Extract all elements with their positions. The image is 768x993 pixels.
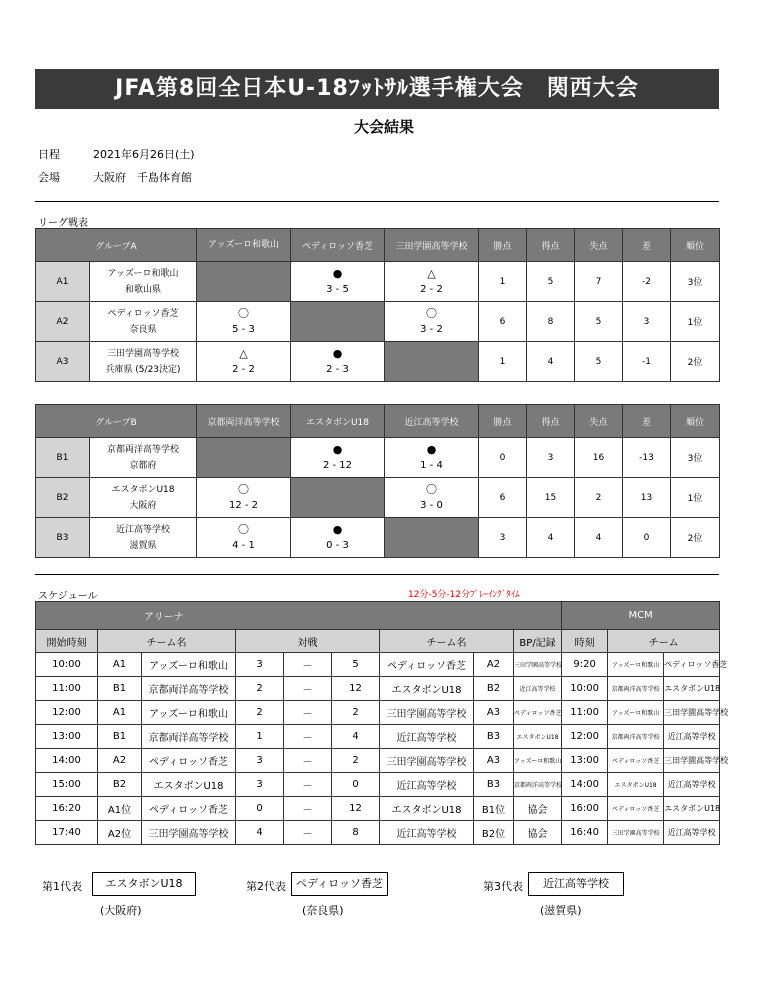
stat-rank: 1位 bbox=[671, 478, 720, 518]
result-mark: 〇 bbox=[426, 306, 437, 320]
group-b-table bbox=[35, 404, 720, 558]
mcm-team-1: エスタボンU18 bbox=[608, 773, 664, 797]
stat-points: 6 bbox=[479, 478, 527, 518]
row-id: A3 bbox=[36, 342, 90, 382]
team-a: ペディロッソ香芝 bbox=[142, 797, 236, 821]
group-b-col-3: 近江高等学校 bbox=[385, 405, 479, 438]
date-label: 日程 bbox=[38, 148, 60, 161]
result-mark: △ bbox=[427, 266, 436, 280]
result-mark: 〇 bbox=[238, 482, 249, 496]
arena-header: アリーナ bbox=[36, 602, 562, 630]
score-b: 0 bbox=[332, 773, 380, 797]
score-separator: － bbox=[284, 797, 332, 821]
team-b: 近江高等学校 bbox=[380, 821, 474, 845]
header-goals-against: 失点 bbox=[575, 405, 623, 438]
result-mark: ● bbox=[332, 522, 343, 536]
rep-3-pref: (滋賀県) bbox=[540, 904, 582, 917]
table-row bbox=[36, 749, 720, 773]
result-score: 3 - 2 bbox=[420, 323, 443, 335]
team-name: 三田学園高等学校 bbox=[106, 348, 179, 359]
self-cell bbox=[291, 478, 385, 518]
mcm-team-2: 三田学園高等学校 bbox=[664, 749, 720, 773]
team-pref: 滋賀県 bbox=[129, 540, 157, 551]
header-mcm-team: チーム bbox=[608, 630, 720, 653]
seed-b: B3 bbox=[474, 773, 514, 797]
team-a: アッズーロ和歌山 bbox=[142, 701, 236, 725]
row-id: B2 bbox=[36, 478, 90, 518]
mcm-team-2: 近江高等学校 bbox=[664, 725, 720, 749]
result-mark: ● bbox=[332, 346, 343, 360]
score-b: 2 bbox=[332, 701, 380, 725]
bp-record: 協会 bbox=[514, 821, 562, 845]
seed-b: B3 bbox=[474, 725, 514, 749]
team-b: 三田学園高等学校 bbox=[380, 749, 474, 773]
schedule-note: 12分-5分-12分ﾌﾟﾚｰｲﾝｸﾞﾀｲﾑ bbox=[408, 590, 520, 600]
score-separator: － bbox=[284, 725, 332, 749]
group-a-table bbox=[35, 228, 720, 382]
sched-time: 16:20 bbox=[36, 797, 98, 821]
row-id: A2 bbox=[36, 302, 90, 342]
table-row bbox=[36, 701, 720, 725]
sched-time: 12:00 bbox=[36, 701, 98, 725]
stat-goal-diff: 13 bbox=[623, 478, 671, 518]
bp-record: ペディロッソ香芝 bbox=[514, 701, 562, 725]
seed-a: A1位 bbox=[98, 797, 142, 821]
result-score: 12 - 2 bbox=[228, 499, 259, 511]
mcm-team-1: ペディロッソ香芝 bbox=[608, 797, 664, 821]
stat-goals-for: 3 bbox=[527, 438, 575, 478]
score-separator: － bbox=[284, 701, 332, 725]
mcm-team-1: 京都両洋高等学校 bbox=[608, 677, 664, 701]
row-id: A1 bbox=[36, 262, 90, 302]
results-subtitle: 大会結果 bbox=[353, 118, 414, 136]
score-b: 8 bbox=[332, 821, 380, 845]
score-separator: － bbox=[284, 821, 332, 845]
table-row bbox=[36, 518, 720, 558]
table-row bbox=[36, 773, 720, 797]
stat-goals-against: 5 bbox=[575, 342, 623, 382]
team-pref: 和歌山県 bbox=[124, 284, 161, 295]
stat-goals-for: 15 bbox=[527, 478, 575, 518]
team-b: 近江高等学校 bbox=[380, 773, 474, 797]
mcm-header: MCM bbox=[562, 602, 720, 630]
header-points: 勝点 bbox=[479, 405, 527, 438]
mcm-time: 13:00 bbox=[562, 749, 608, 773]
stat-goals-for: 4 bbox=[527, 342, 575, 382]
mcm-time: 14:00 bbox=[562, 773, 608, 797]
mcm-time: 9:20 bbox=[562, 653, 608, 677]
schedule-table bbox=[35, 601, 729, 845]
row-id: B1 bbox=[36, 438, 90, 478]
stat-rank: 2位 bbox=[671, 342, 720, 382]
bp-record: 京都両洋高等学校 bbox=[514, 773, 562, 797]
mcm-team-2: 近江高等学校 bbox=[664, 773, 720, 797]
stat-goals-for: 5 bbox=[527, 262, 575, 302]
rep-3-label: 第3代表 bbox=[483, 880, 523, 893]
table-row bbox=[36, 677, 720, 701]
stat-goal-diff: 3 bbox=[623, 302, 671, 342]
team-pref: 兵庫県 (5/23決定) bbox=[105, 364, 181, 375]
sched-time: 14:00 bbox=[36, 749, 98, 773]
result-score: 3 - 0 bbox=[420, 499, 443, 511]
team-a: エスタボンU18 bbox=[142, 773, 236, 797]
header-goal-diff: 差 bbox=[623, 229, 671, 262]
mcm-team-1: アッズーロ和歌山 bbox=[608, 701, 664, 725]
rep-2-team: ペディロッソ香芝 bbox=[291, 872, 388, 896]
tournament-title: JFA第8回全日本U-18ﾌｯﾄｻﾙ選手権大会 関西大会 bbox=[35, 69, 719, 109]
table-row bbox=[36, 342, 720, 382]
league-label: リーグ戦表 bbox=[38, 218, 88, 229]
group-a-col-3: 三田学園高等学校 bbox=[385, 229, 479, 262]
sched-time: 10:00 bbox=[36, 653, 98, 677]
score-b: 12 bbox=[332, 797, 380, 821]
team-b: ペディロッソ香芝 bbox=[380, 653, 474, 677]
header-team-a: チーム名 bbox=[98, 630, 236, 653]
stat-rank: 3位 bbox=[671, 262, 720, 302]
rep-2-pref: (奈良県) bbox=[302, 904, 344, 917]
header-match: 対戦 bbox=[236, 630, 380, 653]
header-mcm-time: 時刻 bbox=[562, 630, 608, 653]
result-score: 2 - 3 bbox=[326, 363, 349, 375]
rep-1-label: 第1代表 bbox=[42, 880, 82, 893]
seed-a: B1 bbox=[98, 725, 142, 749]
mcm-time: 10:00 bbox=[562, 677, 608, 701]
team-a: 京都両洋高等学校 bbox=[142, 677, 236, 701]
self-cell bbox=[197, 438, 291, 478]
score-b: 5 bbox=[332, 653, 380, 677]
seed-a: A1 bbox=[98, 653, 142, 677]
divider bbox=[35, 574, 719, 575]
score-a: 3 bbox=[236, 749, 284, 773]
stat-goals-against: 2 bbox=[575, 478, 623, 518]
mcm-team-2: 近江高等学校 bbox=[664, 821, 720, 845]
seed-b: A3 bbox=[474, 749, 514, 773]
score-a: 1 bbox=[236, 725, 284, 749]
date-value: 2021年6月26日(土) bbox=[93, 148, 195, 161]
seed-b: B2位 bbox=[474, 821, 514, 845]
venue-value: 大阪府 千島体育館 bbox=[93, 171, 192, 184]
mcm-team-2: エスタボンU18 bbox=[664, 677, 720, 701]
mcm-time: 16:00 bbox=[562, 797, 608, 821]
header-team-b: チーム名 bbox=[380, 630, 514, 653]
header-start-time: 開始時刻 bbox=[36, 630, 98, 653]
score-separator: － bbox=[284, 653, 332, 677]
bp-record: 三田学園高等学校 bbox=[514, 653, 562, 677]
group-b-name: グループB bbox=[36, 405, 197, 438]
table-row bbox=[36, 821, 720, 845]
stat-goals-against: 4 bbox=[575, 518, 623, 558]
team-a: 三田学園高等学校 bbox=[142, 821, 236, 845]
result-score: 1 - 4 bbox=[420, 459, 443, 471]
team-b: エスタボンU18 bbox=[380, 797, 474, 821]
result-score: 2 - 12 bbox=[322, 459, 353, 471]
stat-goals-against: 7 bbox=[575, 262, 623, 302]
score-a: 2 bbox=[236, 677, 284, 701]
seed-b: B1位 bbox=[474, 797, 514, 821]
score-a: 3 bbox=[236, 653, 284, 677]
mcm-team-1: 三田学園高等学校 bbox=[608, 821, 664, 845]
score-a: 2 bbox=[236, 701, 284, 725]
divider bbox=[35, 201, 719, 202]
stat-points: 6 bbox=[479, 302, 527, 342]
group-a-name: グループA bbox=[36, 229, 197, 262]
header-goal-diff: 差 bbox=[623, 405, 671, 438]
team-name: 近江高等学校 bbox=[115, 524, 170, 535]
stat-goals-against: 5 bbox=[575, 302, 623, 342]
stat-goal-diff: -13 bbox=[623, 438, 671, 478]
seed-b: A2 bbox=[474, 653, 514, 677]
sched-time: 17:40 bbox=[36, 821, 98, 845]
mcm-time: 11:00 bbox=[562, 701, 608, 725]
result-mark: ● bbox=[426, 442, 437, 456]
score-a: 3 bbox=[236, 773, 284, 797]
self-cell bbox=[385, 342, 479, 382]
self-cell bbox=[385, 518, 479, 558]
bp-record: アッズーロ和歌山 bbox=[514, 749, 562, 773]
result-score: 5 - 3 bbox=[232, 323, 255, 335]
stat-rank: 1位 bbox=[671, 302, 720, 342]
result-mark: 〇 bbox=[426, 482, 437, 496]
team-b: 近江高等学校 bbox=[380, 725, 474, 749]
stat-rank: 3位 bbox=[671, 438, 720, 478]
mcm-team-2: 三田学園高等学校 bbox=[664, 701, 720, 725]
rep-2-label: 第2代表 bbox=[246, 880, 286, 893]
header-goals-against: 失点 bbox=[575, 229, 623, 262]
result-score: 2 - 2 bbox=[232, 363, 255, 375]
header-rank: 順位 bbox=[671, 229, 720, 262]
seed-a: B1 bbox=[98, 677, 142, 701]
self-cell bbox=[197, 262, 291, 302]
bp-record: エスタボンU18 bbox=[514, 725, 562, 749]
score-separator: － bbox=[284, 677, 332, 701]
result-mark: ● bbox=[332, 442, 343, 456]
mcm-team-1: ペディロッソ香芝 bbox=[608, 749, 664, 773]
stat-points: 0 bbox=[479, 438, 527, 478]
table-row bbox=[36, 478, 720, 518]
score-b: 2 bbox=[332, 749, 380, 773]
sched-time: 13:00 bbox=[36, 725, 98, 749]
seed-a: A2位 bbox=[98, 821, 142, 845]
team-b: エスタボンU18 bbox=[380, 677, 474, 701]
schedule-label: スケジュール bbox=[38, 591, 98, 602]
venue-label: 会場 bbox=[38, 171, 60, 184]
team-a: アッズーロ和歌山 bbox=[142, 653, 236, 677]
seed-b: B2 bbox=[474, 677, 514, 701]
team-a: 京都両洋高等学校 bbox=[142, 725, 236, 749]
stat-goals-for: 4 bbox=[527, 518, 575, 558]
table-row bbox=[36, 262, 720, 302]
stat-goal-diff: 0 bbox=[623, 518, 671, 558]
score-a: 0 bbox=[236, 797, 284, 821]
header-goals-for: 得点 bbox=[527, 405, 575, 438]
header-rank: 順位 bbox=[671, 405, 720, 438]
team-name: 京都両洋高等学校 bbox=[106, 444, 179, 455]
header-points: 勝点 bbox=[479, 229, 527, 262]
stat-goal-diff: -2 bbox=[623, 262, 671, 302]
table-row bbox=[36, 302, 720, 342]
row-id: B3 bbox=[36, 518, 90, 558]
score-separator: － bbox=[284, 773, 332, 797]
seed-a: A1 bbox=[98, 701, 142, 725]
group-a-col-1: アッズーロ和歌山 bbox=[197, 229, 291, 262]
team-name: ペディロッソ香芝 bbox=[107, 308, 179, 319]
stat-goal-diff: -1 bbox=[623, 342, 671, 382]
stat-goals-for: 8 bbox=[527, 302, 575, 342]
mcm-team-2: ペディロッソ香芝 bbox=[664, 653, 720, 677]
result-score: 4 - 1 bbox=[232, 539, 255, 551]
team-b: 三田学園高等学校 bbox=[380, 701, 474, 725]
team-pref: 大阪府 bbox=[129, 500, 157, 511]
score-a: 4 bbox=[236, 821, 284, 845]
score-b: 12 bbox=[332, 677, 380, 701]
header-goals-for: 得点 bbox=[527, 229, 575, 262]
mcm-team-1: 京都両洋高等学校 bbox=[608, 725, 664, 749]
rep-1-pref: (大阪府) bbox=[100, 904, 142, 917]
group-b-col-1: 京都両洋高等学校 bbox=[197, 405, 291, 438]
table-row bbox=[36, 653, 720, 677]
team-name: アッズーロ和歌山 bbox=[107, 268, 179, 279]
table-row bbox=[36, 725, 720, 749]
bp-record: 近江高等学校 bbox=[514, 677, 562, 701]
table-row bbox=[36, 438, 720, 478]
group-a-col-2: ペディロッソ香芝 bbox=[291, 229, 385, 262]
sched-time: 11:00 bbox=[36, 677, 98, 701]
header-bp-record: BP/記録 bbox=[514, 630, 562, 653]
mcm-time: 16:40 bbox=[562, 821, 608, 845]
mcm-team-1: アッズーロ和歌山 bbox=[608, 653, 664, 677]
seed-a: A2 bbox=[98, 749, 142, 773]
bp-record: 協会 bbox=[514, 797, 562, 821]
stat-goals-against: 16 bbox=[575, 438, 623, 478]
stat-rank: 2位 bbox=[671, 518, 720, 558]
sched-time: 15:00 bbox=[36, 773, 98, 797]
mcm-team-2: エスタボンU18 bbox=[664, 797, 720, 821]
result-mark: ● bbox=[332, 266, 343, 280]
rep-3-team: 近江高等学校 bbox=[528, 872, 624, 896]
mcm-time: 12:00 bbox=[562, 725, 608, 749]
group-b-col-2: エスタボンU18 bbox=[291, 405, 385, 438]
team-pref: 奈良県 bbox=[129, 324, 157, 335]
team-a: ペディロッソ香芝 bbox=[142, 749, 236, 773]
seed-a: B2 bbox=[98, 773, 142, 797]
seed-b: A3 bbox=[474, 701, 514, 725]
team-pref: 京都府 bbox=[129, 460, 157, 471]
table-row bbox=[36, 797, 720, 821]
stat-points: 1 bbox=[479, 342, 527, 382]
result-mark: △ bbox=[239, 346, 248, 360]
result-score: 3 - 5 bbox=[326, 283, 349, 295]
result-score: 2 - 2 bbox=[420, 283, 443, 295]
result-mark: 〇 bbox=[238, 306, 249, 320]
self-cell bbox=[291, 302, 385, 342]
stat-points: 1 bbox=[479, 262, 527, 302]
rep-1-team: エスタボンU18 bbox=[92, 872, 196, 896]
team-name: エスタボンU18 bbox=[111, 484, 175, 495]
result-mark: 〇 bbox=[238, 522, 249, 536]
stat-points: 3 bbox=[479, 518, 527, 558]
score-separator: － bbox=[284, 749, 332, 773]
result-score: 0 - 3 bbox=[326, 539, 349, 551]
score-b: 4 bbox=[332, 725, 380, 749]
